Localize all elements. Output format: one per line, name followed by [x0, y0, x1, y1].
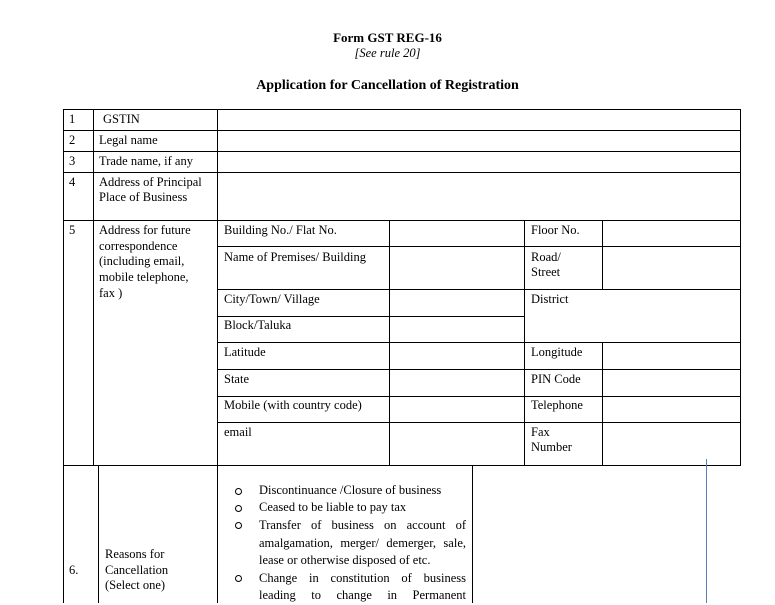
row-number-3: 3 — [69, 154, 76, 168]
fax-field[interactable] — [603, 423, 740, 465]
pin-field[interactable] — [603, 370, 740, 396]
reason-option-label-line3: lease or otherwise disposed of etc. — [259, 553, 431, 567]
principal-place-field[interactable] — [218, 173, 740, 220]
principal-place-label-line2: Place of Business — [99, 190, 188, 204]
reason-option-label-line2: amalgamation, merger/ demerger, sale, — [259, 536, 466, 550]
trade-name-label: Trade name, if any — [99, 154, 193, 168]
premises-field[interactable] — [390, 247, 524, 289]
longitude-field[interactable] — [603, 343, 740, 369]
email-label: email — [224, 425, 252, 439]
mobile-label: Mobile (with country code) — [224, 398, 362, 412]
radio-circle-icon[interactable] — [235, 522, 242, 529]
row-number-2: 2 — [69, 133, 76, 147]
state-label: State — [224, 372, 249, 386]
road-field[interactable] — [603, 247, 740, 289]
reason-option-label-line2: leading to change in Permanent — [259, 588, 466, 602]
trade-name-field[interactable] — [218, 152, 740, 172]
premises-label: Name of Premises/ Building — [224, 250, 366, 264]
legal-name-label: Legal name — [99, 133, 158, 147]
telephone-field[interactable] — [603, 397, 740, 422]
future-address-label-line2: correspondence — [99, 239, 178, 253]
legal-name-field[interactable] — [218, 131, 740, 151]
reasons-label-line1: Reasons for — [105, 547, 165, 561]
row-number-5: 5 — [69, 223, 76, 237]
latitude-label: Latitude — [224, 345, 266, 359]
rule-reference: [See rule 20] — [354, 46, 421, 60]
floor-field[interactable] — [603, 221, 740, 246]
form-title: Application for Cancellation of Registration — [256, 78, 519, 93]
future-address-label-line5: fax ) — [99, 286, 123, 300]
radio-circle-icon[interactable] — [235, 575, 242, 582]
gstin-field[interactable] — [218, 110, 740, 130]
principal-place-label-line1: Address of Principal — [99, 175, 202, 189]
floor-label: Floor No. — [531, 223, 580, 237]
radio-circle-icon[interactable] — [235, 505, 242, 512]
state-field[interactable] — [390, 370, 524, 396]
longitude-label: Longitude — [531, 345, 583, 359]
fax-label-line2: Number — [531, 440, 572, 454]
reason-option-label-line1: Transfer of business on account of — [259, 518, 466, 532]
building-label: Building No./ Flat No. — [224, 223, 337, 237]
future-address-label-line4: mobile telephone, — [99, 270, 189, 284]
reasons-label-line2: Cancellation — [105, 563, 169, 577]
reasons-label-line3: (Select one) — [105, 578, 166, 592]
block-field[interactable] — [390, 317, 524, 342]
latitude-field[interactable] — [390, 343, 524, 369]
district-label: District — [531, 292, 569, 306]
email-field[interactable] — [390, 423, 524, 465]
reason-option-label: Ceased to be liable to pay tax — [259, 500, 407, 514]
city-label: City/Town/ Village — [224, 292, 320, 306]
district-field[interactable] — [525, 317, 740, 342]
future-address-label-line3: (including email, — [99, 254, 185, 268]
telephone-label: Telephone — [531, 398, 583, 412]
fax-label-line1: Fax — [531, 425, 550, 439]
row-number-4: 4 — [69, 175, 76, 189]
row-number-1: 1 — [69, 112, 76, 126]
row-number-6: 6. — [69, 563, 79, 577]
radio-circle-icon[interactable] — [235, 488, 242, 495]
road-label-line2: Street — [531, 265, 561, 279]
pin-label: PIN Code — [531, 372, 581, 386]
mobile-field[interactable] — [390, 397, 524, 422]
building-field[interactable] — [390, 221, 524, 246]
road-label-line1: Road/ — [531, 250, 561, 264]
block-label: Block/Taluka — [224, 318, 292, 332]
gstin-label: GSTIN — [103, 112, 140, 126]
city-field[interactable] — [390, 290, 524, 316]
future-address-label-line1: Address for future — [99, 223, 191, 237]
reason-option-label: Discontinuance /Closure of business — [259, 483, 442, 497]
form-number: Form GST REG-16 — [333, 30, 442, 45]
reason-option-label-line1: Change in constitution of business — [259, 571, 466, 585]
